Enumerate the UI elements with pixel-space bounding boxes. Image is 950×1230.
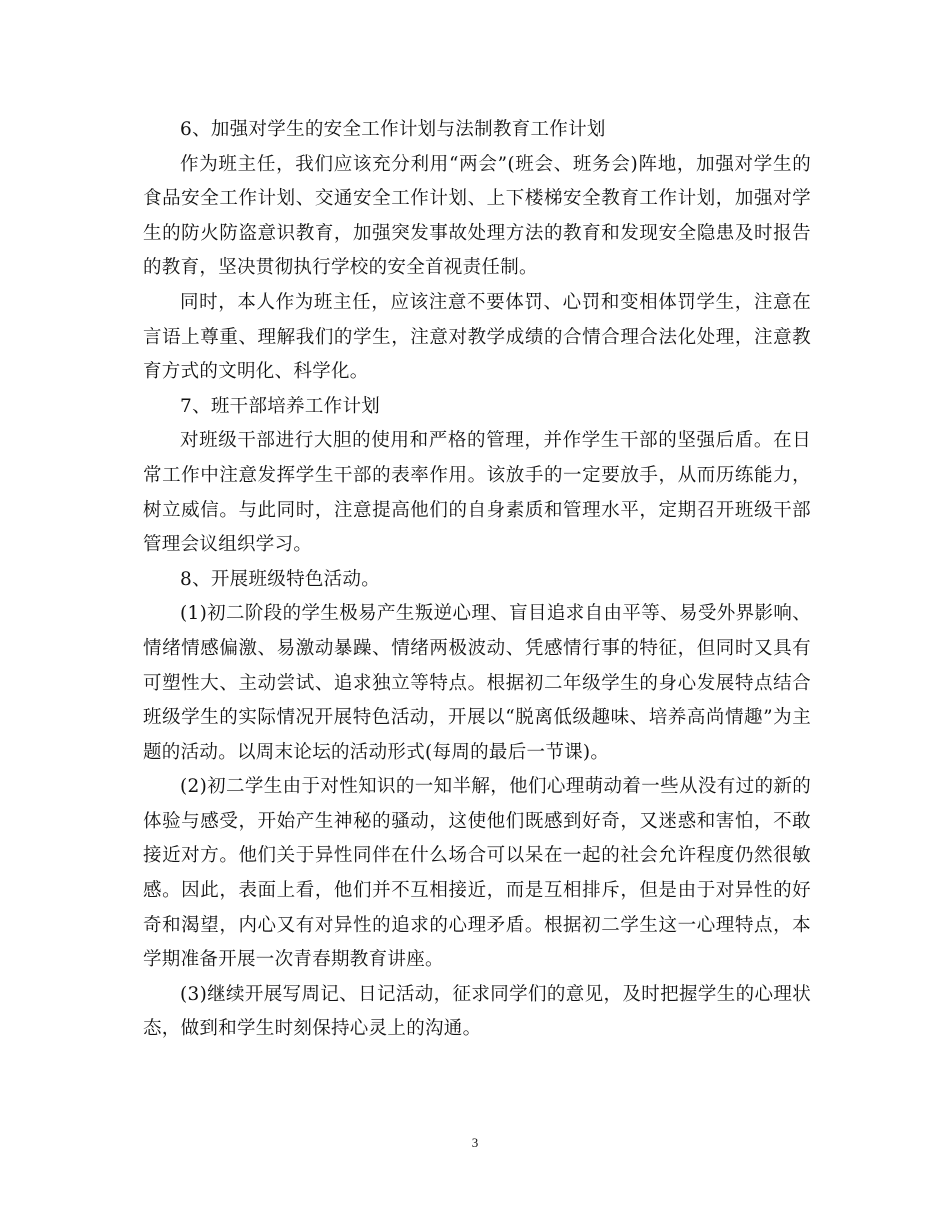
page-number: 3 — [471, 1135, 479, 1150]
heading-class-activities: 8、开展班级特色活动。 — [180, 568, 381, 590]
heading-class-cadre-training: 7、班干部培养工作计划 — [180, 395, 381, 417]
paragraph-safety-measures: 作为班主任，我们应该充分利用“两会”(班会、班务会)阵地，加强对学生的食品安全工作计划、交通安全工作计划、上下楼梯安全教育工作计划，加强对学生的防火防盗意识教育，加强突发事故处理方法的教育和发现安全隐患及时报告的教育，坚决贯彻执行学校的安全首视责任制。 — [143, 153, 811, 279]
paragraph-activity-1: (1)初二阶段的学生极易产生叛逆心理、盲目追求自由平等、易受外界影响、情绪情感偏激、易激动暴躁、情绪两极波动、凭感情行事的特征，但同时又具有可塑性大、主动尝试、追求独立等特点。根据初二年级学生的身心发展特点结合班级学生的实际情况开展特色活动，开展以“脱离低级趣味、培养高尚情趣”为主题的活动。以周末论坛的活动形式(每周的最后一节课)。 — [143, 603, 811, 763]
paragraph-teacher-conduct: 同时，本人作为班主任，应该注意不要体罚、心罚和变相体罚学生，注意在言语上尊重、理解我们的学生，注意对教学成绩的合情合理合法化处理，注意教育方式的文明化、科学化。 — [143, 291, 811, 383]
paragraph-cadre-management: 对班级干部进行大胆的使用和严格的管理，并作学生干部的坚强后盾。在日常工作中注意发挥学生干部的表率作用。该放手的一定要放手，从而历练能力，树立威信。与此同时，注意提高他们的自身素质和管理水平，定期召开班级干部管理会议组织学习。 — [143, 430, 811, 556]
heading-safety-legal-plan: 6、加强对学生的安全工作计划与法制教育工作计划 — [180, 119, 606, 140]
paragraph-activity-3: (3)继续开展写周记、日记活动，征求同学们的意见，及时把握学生的心理状态，做到和学生时刻保持心灵上的沟通。 — [143, 983, 811, 1040]
paragraph-activity-2: (2)初二学生由于对性知识的一知半解，他们心理萌动着一些从没有过的新的体验与感受，开始产生神秘的骚动，这使他们既感到好奇，又迷惑和害怕，不敢接近对方。他们关于异性同伴在什么场合可以呆在一起的社会允许程度仍然很敏感。因此，表面上看，他们并不互相接近，而是互相排斥，但是由于对异性的好奇和渴望，内心又有对异性的追求的心理矛盾。根据初二学生这一心理特点，本学期准备开展一次青春期教育讲座。 — [143, 776, 811, 971]
document-body — [143, 113, 811, 1047]
